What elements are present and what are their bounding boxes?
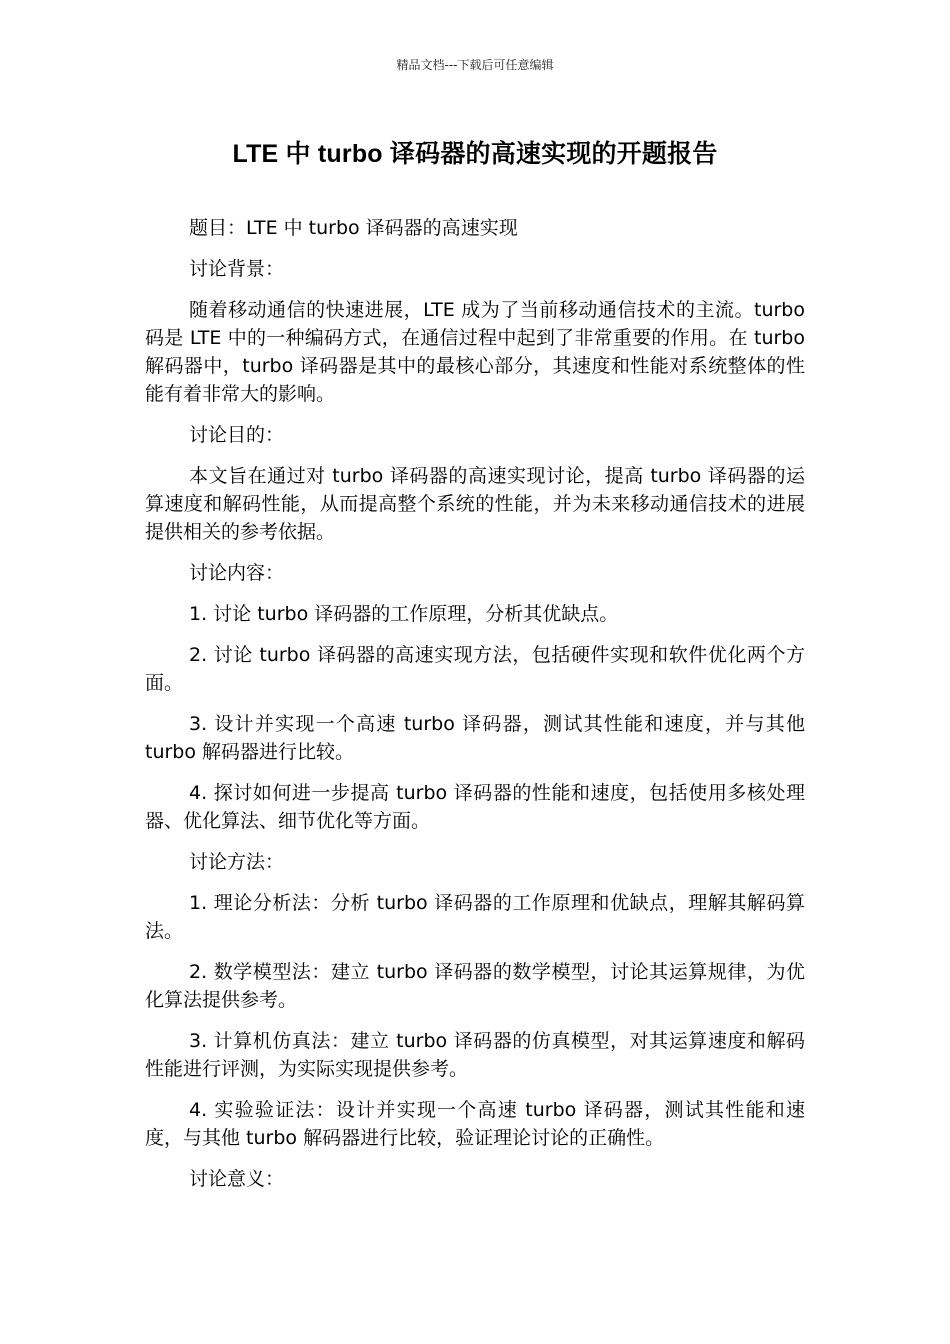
- heading-background: 讨论背景：: [189, 258, 285, 280]
- header-note: 精品文档---下载后可任意编辑: [396, 58, 554, 72]
- content-item-4: 4. 探讨如何进一步提高 turbo 译码器的性能和速度，包括使用多核处理器、优化算法、细节优化等方面。: [145, 782, 805, 832]
- content-item-2: 2. 讨论 turbo 译码器的高速实现方法，包括硬件实现和软件优化两个方面。: [145, 644, 805, 694]
- method-item-1: 1. 理论分析法：分析 turbo 译码器的工作原理和优缺点，理解其解码算法。: [145, 892, 805, 942]
- method-item-3: 3. 计算机仿真法：建立 turbo 译码器的仿真模型，对其运算速度和解码性能进行评测，为实际实现提供参考。: [145, 1030, 805, 1080]
- document-body: [145, 214, 805, 1206]
- document-title: LTE 中 turbo 译码器的高速实现的开题报告: [232, 140, 718, 168]
- paragraph-purpose: 本文旨在通过对 turbo 译码器的高速实现讨论，提高 turbo 译码器的运算速度和解码性能，从而提高整个系统的性能，并为未来移动通信技术的进展提供相关的参考依据。: [145, 465, 805, 543]
- heading-methods: 讨论方法：: [189, 851, 285, 873]
- paragraph-background: 随着移动通信的快速进展，LTE 成为了当前移动通信技术的主流。turbo 码是 LTE 中的一种编码方式，在通信过程中起到了非常重要的作用。在 turbo 解码器中，turbo 译码器是其中的最核心部分，其速度和性能对系统整体的性能有着非常大的影响。: [145, 299, 805, 405]
- content-item-3: 3. 设计并实现一个高速 turbo 译码器，测试其性能和速度，并与其他 turbo 解码器进行比较。: [145, 713, 805, 763]
- heading-significance: 讨论意义：: [189, 1168, 285, 1190]
- heading-content: 讨论内容：: [189, 562, 285, 584]
- method-item-2: 2. 数学模型法：建立 turbo 译码器的数学模型，讨论其运算规律，为优化算法提供参考。: [145, 961, 805, 1011]
- content-item-1: 1. 讨论 turbo 译码器的工作原理，分析其优缺点。: [189, 603, 619, 625]
- method-item-4: 4. 实验验证法：设计并实现一个高速 turbo 译码器，测试其性能和速度，与其他 turbo 解码器进行比较，验证理论讨论的正确性。: [145, 1099, 805, 1149]
- paragraph-topic: 题目：LTE 中 turbo 译码器的高速实现: [189, 217, 518, 239]
- heading-purpose: 讨论目的：: [189, 424, 285, 446]
